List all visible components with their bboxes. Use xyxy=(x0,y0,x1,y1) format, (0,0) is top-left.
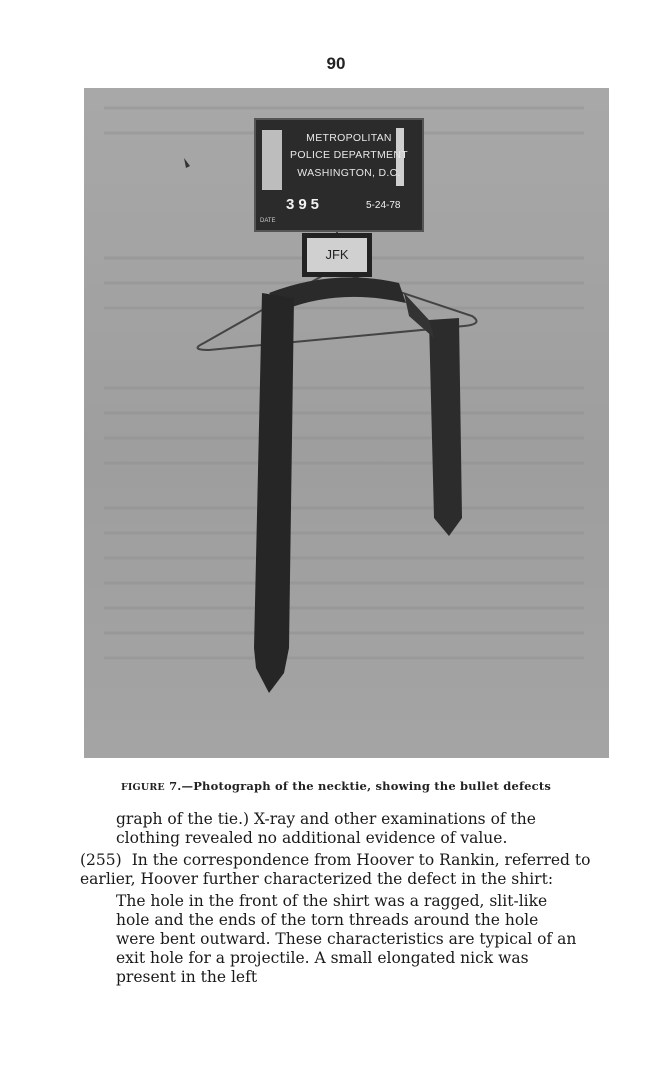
caption-label: FIGURE xyxy=(120,782,165,793)
jfk-tag: JFK xyxy=(302,233,372,277)
placard-line-2: POLICE DEPARTMENT xyxy=(290,149,408,161)
block-quote: The hole in the front of the shirt was a ragged, slit-like hole and the ends of the torn threads around the hole were bent outward. These characteristics are typical of an exit hole for a projectile. A small elongated nick was present in the left xyxy=(116,892,577,986)
tie-short-end xyxy=(429,318,462,536)
figure-caption xyxy=(0,779,672,793)
paragraph-1: graph of the tie.) X-ray and other examinations of the clothing revealed no additional evidence of value. xyxy=(116,810,536,847)
placard-date-label: DATE xyxy=(260,218,276,224)
paragraph-2-text: In the correspondence from Hoover to Rankin, referred to earlier, Hoover further characterized the defect in the shirt: xyxy=(80,851,591,888)
placard-line-3: WASHINGTON, D.C. xyxy=(297,167,401,179)
paragraph-number: (255) xyxy=(80,851,122,869)
placard-number: 395 xyxy=(286,196,324,213)
tie-long-blade xyxy=(254,293,294,693)
placard-date: 5-24-78 xyxy=(366,200,401,211)
caption-text: 7.—Photograph of the necktie, showing the bullet defects xyxy=(164,779,552,793)
paragraph-2 xyxy=(80,851,612,889)
necktie-photograph xyxy=(84,88,609,758)
placard-line-1: METROPOLITAN xyxy=(306,132,392,144)
page-number: 90 xyxy=(326,54,346,73)
police-placard xyxy=(254,118,424,232)
